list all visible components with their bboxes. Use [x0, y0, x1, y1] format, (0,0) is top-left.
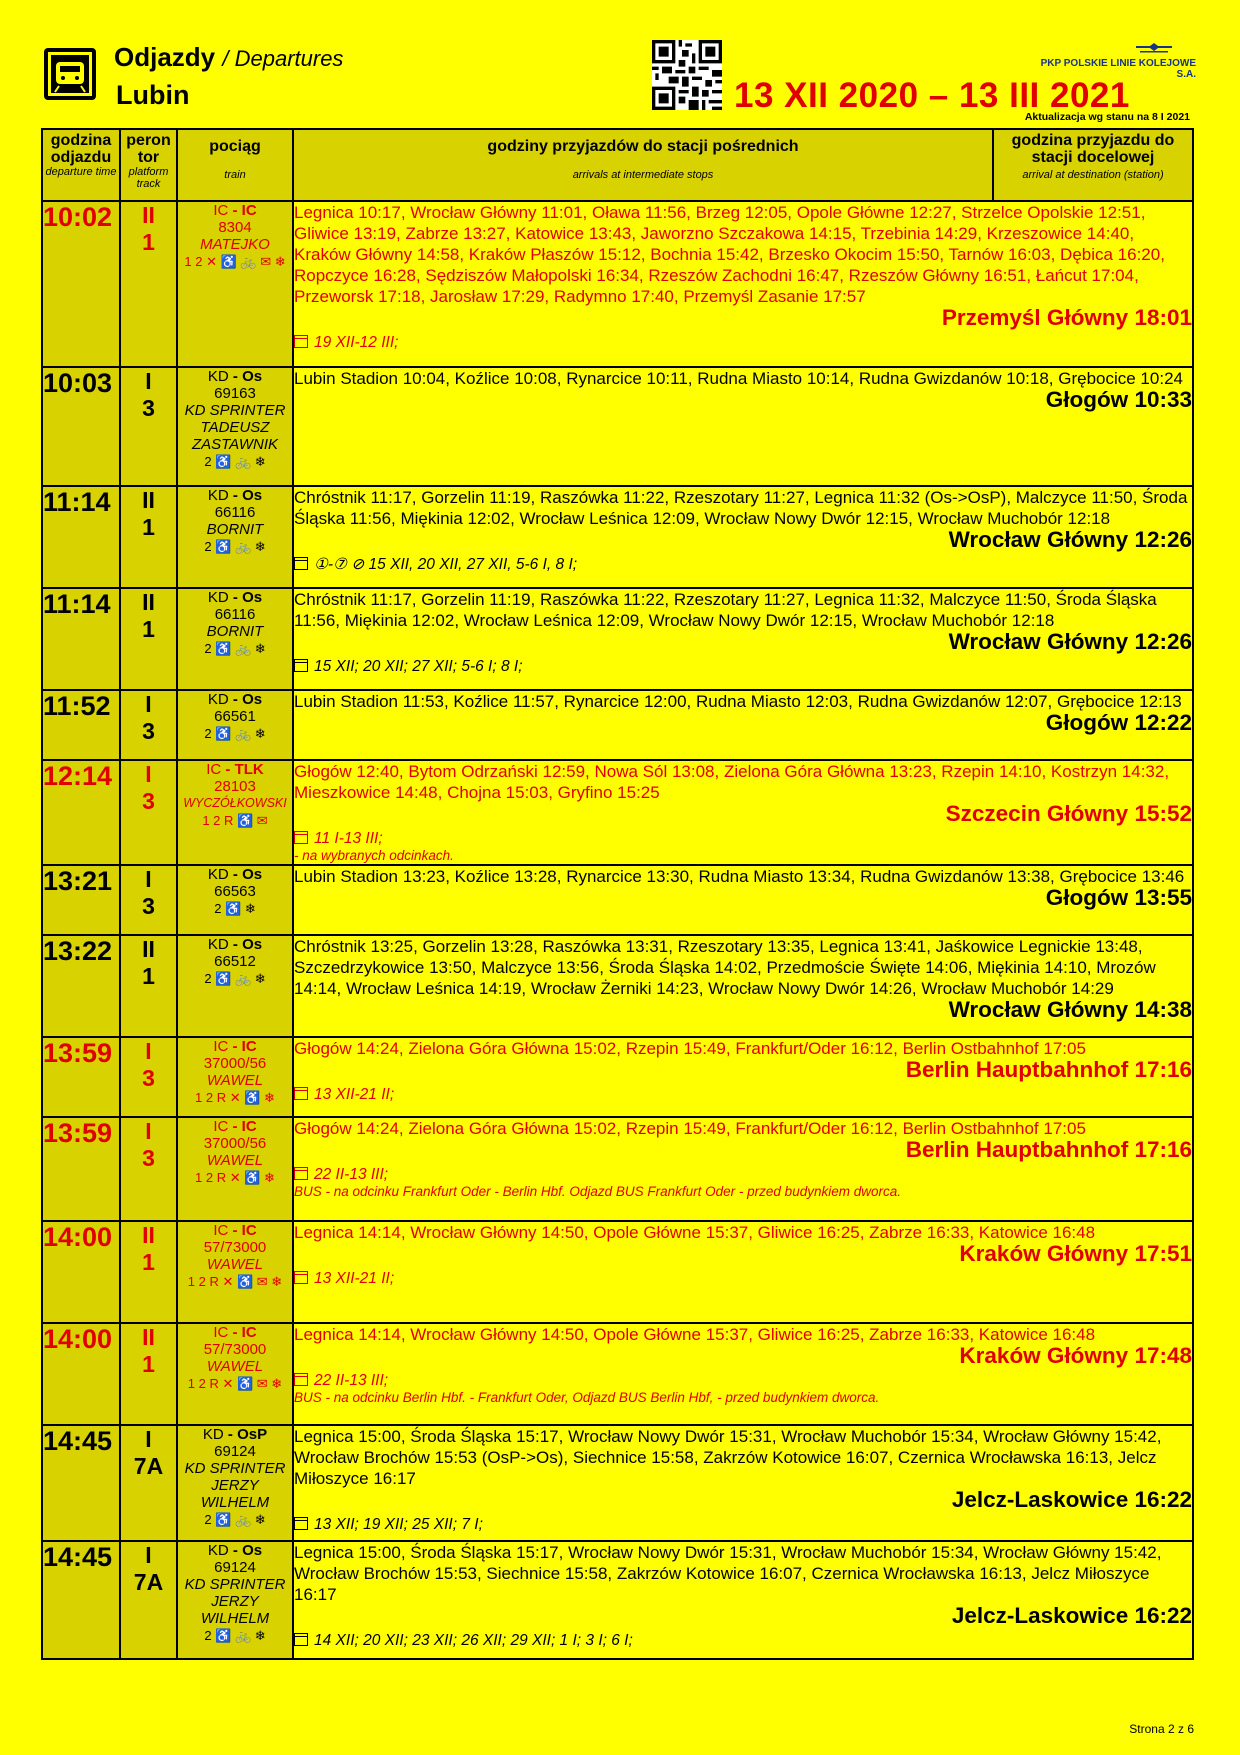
route-stops [293, 760, 1193, 865]
train-category: KD - Os [207, 691, 263, 708]
timetable [41, 128, 1194, 1660]
train-amenities-icons: 1 2 R ✕ ♿ ❄ [195, 1090, 275, 1105]
departure-time: 11:14 [42, 486, 120, 588]
platform-track [120, 690, 177, 760]
train-icon [44, 48, 96, 100]
platform-track [120, 1117, 177, 1221]
track: 3 [142, 893, 155, 919]
intermediate-stops: Chróstnik 13:25, Gorzelin 13:28, Raszówka 13:31, Rzeszotary 13:35, Legnica 13:41, Jaśkowice Legnickie 13:48, Szczedrzykowice 13:50, Malczyce 13:56, Środa Śląska 14:02, Przedmoście Święte 14:06, Miękinia 14:10, Mrozów 14:14, Wrocław Leśnica 14:19, Wrocław Żerniki 14:23, Wrocław Nowy Dwór 14:26, Wrocław Muchobór 14:29 [294, 937, 1156, 998]
train-name: WAWEL [206, 1358, 264, 1375]
route-stops [293, 367, 1193, 486]
destination-arrival: Głogów 13:55 [1045, 885, 1192, 910]
calendar-icon [294, 335, 308, 348]
train-info [177, 367, 293, 486]
calendar-note: 22 II-13 III; [294, 1371, 1192, 1390]
intermediate-stops: Głogów 14:24, Zielona Góra Główna 15:02, Rzepin 15:49, Frankfurt/Oder 16:12, Berlin Ostbahnhof 17:05 [294, 1119, 1086, 1138]
platform-track [120, 865, 177, 935]
intermediate-stops: Legnica 10:17, Wrocław Główny 11:01, Oława 11:56, Brzeg 12:05, Opole Główne 12:27, Strzelce Opolskie 12:51, Gliwice 13:19, Zabrze 13:27, Katowice 13:43, Jaworzno Szczakowa 14:15, Trzebinia 14:29, Krzeszowice 14:40, Kraków Główny 14:58, Kraków Płaszów 15:12, Bochnia 15:42, Brzesko Okocim 15:50, Tarnów 16:03, Dębica 16:20, Ropczyce 16:28, Sędziszów Małopolski 16:34, Rzeszów Zachodni 16:47, Rzeszów Główny 16:51, Łańcut 17:04, Przeworsk 17:18, Jarosław 17:29, Radymno 17:40, Przemyśl Zasanie 17:57 [294, 203, 1165, 306]
platform-track [120, 1425, 177, 1541]
train-info [177, 1541, 293, 1659]
intermediate-stops: Legnica 15:00, Środa Śląska 15:17, Wrocław Nowy Dwór 15:31, Wrocław Muchobór 15:34, Wrocław Główny 15:42, Wrocław Brochów 15:53 (OsP->Os), Siechnice 15:58, Zakrzów Kotowice 16:07, Czernica Wrocławska 16:13, Jelcz Miłoszyce 16:17 [294, 1427, 1162, 1488]
platform: II [142, 1222, 155, 1248]
train-number: 66116 [214, 606, 256, 623]
route-stops [293, 865, 1193, 935]
table-header-row [42, 129, 1193, 201]
platform-track [120, 935, 177, 1037]
departure-row [42, 760, 1193, 865]
train-name: BORNIT [206, 521, 264, 538]
train-category: KD - Os [207, 589, 263, 606]
train-info [177, 486, 293, 588]
calendar-icon [294, 659, 308, 672]
calendar-note: 11 I-13 III; [294, 829, 1192, 848]
validity-period: 13 XII 2020 – 13 III 2021 [734, 76, 1130, 115]
intermediate-stops: Chróstnik 11:17, Gorzelin 11:19, Raszówka 11:22, Rzeszotary 11:27, Legnica 11:32, Malczyce 11:50, Środa Śląska 11:56, Miękinia 12:02, Wrocław Leśnica 12:09, Wrocław Nowy Dwór 12:15, Wrocław Muchobór 12:18 [294, 590, 1157, 630]
destination-arrival: Szczecin Główny 15:52 [945, 801, 1192, 826]
departure-time: 13:59 [42, 1117, 120, 1221]
departure-row [42, 1117, 1193, 1221]
train-category: KD - Os [207, 1542, 263, 1559]
train-category: KD - OsP [202, 1426, 268, 1443]
train-number: 37000/56 [203, 1135, 267, 1152]
train-number: 57/73000 [203, 1239, 267, 1256]
train-info [177, 201, 293, 367]
platform-track [120, 760, 177, 865]
route-stops [293, 588, 1193, 690]
destination-arrival: Jelcz-Laskowice 16:22 [951, 1487, 1192, 1512]
train-name: KD SPRINTER TADEUSZ ZASTAWNIK [184, 402, 286, 453]
train-name: BORNIT [206, 623, 264, 640]
intermediate-stops: Legnica 14:14, Wrocław Główny 14:50, Opole Główne 15:37, Gliwice 16:25, Zabrze 16:33, Katowice 16:48 [294, 1223, 1096, 1242]
train-number: 28103 [214, 778, 256, 795]
route-stops [293, 1541, 1193, 1659]
update-note: Aktualizacja wg stanu na 8 I 2021 [1024, 111, 1190, 123]
destination-arrival: Berlin Hauptbahnhof 17:16 [905, 1137, 1192, 1162]
platform-track [120, 588, 177, 690]
operator-name: PKP POLSKIE LINIE KOLEJOWE S.A. [1040, 58, 1196, 80]
departure-row [42, 935, 1193, 1037]
destination-arrival: Berlin Hauptbahnhof 17:16 [905, 1057, 1192, 1082]
departure-row [42, 1037, 1193, 1117]
departure-time: 14:00 [42, 1221, 120, 1323]
destination-arrival: Kraków Główny 17:48 [959, 1343, 1192, 1368]
track: 1 [142, 616, 155, 642]
departure-time: 14:00 [42, 1323, 120, 1425]
departure-row [42, 367, 1193, 486]
train-category: IC - IC [213, 1038, 257, 1055]
departure-row [42, 486, 1193, 588]
train-category: KD - Os [207, 368, 263, 385]
platform-track [120, 1541, 177, 1659]
calendar-icon [294, 557, 308, 570]
platform-track [120, 1037, 177, 1117]
calendar-icon [294, 1271, 308, 1284]
intermediate-stops: Lubin Stadion 10:04, Koźlice 10:08, Rynarcice 10:11, Rudna Miasto 10:14, Rudna Gwizdanów 10:18, Grębocice 10:24 [294, 369, 1183, 388]
destination-arrival: Głogów 10:33 [1045, 387, 1192, 412]
route-stops [293, 1323, 1193, 1425]
train-name: KD SPRINTER JERZY WILHELM [184, 1576, 286, 1627]
calendar-note: 22 II-13 III; [294, 1165, 1192, 1184]
calendar-icon [294, 1167, 308, 1180]
service-note: BUS - na odcinku Berlin Hbf. - Frankfurt Oder, Odjazd BUS Berlin Hbf, - przed budynkiem dworca. [294, 1390, 880, 1405]
train-amenities-icons: 2 ♿ 🚲 ❄ [204, 971, 266, 986]
pkp-wings-icon [1134, 42, 1174, 56]
route-stops [293, 486, 1193, 588]
intermediate-stops: Lubin Stadion 11:53, Koźlice 11:57, Rynarcice 12:00, Rudna Miasto 12:03, Rudna Gwizdanów 12:07, Grębocice 12:13 [294, 692, 1182, 711]
track: 1 [142, 1249, 155, 1275]
track: 3 [142, 718, 155, 744]
platform: I [145, 1426, 152, 1452]
col-stops: godziny przyjazdów do stacji pośrednich arrivals at intermediate stops [293, 129, 993, 201]
route-stops [293, 1037, 1193, 1117]
train-amenities-icons: 1 2 R ✕ ♿ ✉ ❄ [187, 1274, 283, 1289]
departure-time: 11:52 [42, 690, 120, 760]
train-name: KD SPRINTER JERZY WILHELM [184, 1460, 286, 1511]
train-info [177, 690, 293, 760]
train-category: KD - Os [207, 487, 263, 504]
calendar-icon [294, 831, 308, 844]
train-category: IC - IC [213, 1222, 257, 1239]
destination-arrival: Głogów 12:22 [1045, 710, 1192, 735]
departure-time: 13:59 [42, 1037, 120, 1117]
platform: I [145, 368, 152, 394]
platform: II [142, 936, 155, 962]
track: 1 [142, 1351, 155, 1377]
train-number: 57/73000 [203, 1341, 267, 1358]
platform-track [120, 1323, 177, 1425]
platform: II [142, 589, 155, 615]
train-category: KD - Os [207, 866, 263, 883]
calendar-note: ①-⑦ ⊘ 15 XII, 20 XII, 27 XII, 5-6 I, 8 I; [294, 555, 1192, 574]
train-number: 66563 [214, 883, 256, 900]
train-category: IC - TLK [206, 761, 264, 778]
train-number: 69124 [214, 1443, 256, 1460]
track: 3 [142, 788, 155, 814]
train-info [177, 1323, 293, 1425]
train-amenities-icons: 2 ♿ 🚲 ❄ [204, 641, 266, 656]
train-info [177, 935, 293, 1037]
departure-time: 13:21 [42, 865, 120, 935]
intermediate-stops: Głogów 14:24, Zielona Góra Główna 15:02, Rzepin 15:49, Frankfurt/Oder 16:12, Berlin Ostbahnhof 17:05 [294, 1039, 1086, 1058]
departure-row [42, 1541, 1193, 1659]
departure-row [42, 1323, 1193, 1425]
train-number: 8304 [218, 219, 252, 236]
train-info [177, 588, 293, 690]
train-info [177, 1221, 293, 1323]
train-name: WYCZÓŁKOWSKI [183, 796, 287, 810]
departure-time: 10:02 [42, 201, 120, 367]
track: 3 [142, 1065, 155, 1091]
train-info [177, 1425, 293, 1541]
train-amenities-icons: 1 2 R ✕ ♿ ✉ ❄ [187, 1376, 283, 1391]
track: 7A [133, 1453, 164, 1479]
calendar-icon [294, 1087, 308, 1100]
train-amenities-icons: 2 ♿ 🚲 ❄ [204, 726, 266, 741]
intermediate-stops: Głogów 12:40, Bytom Odrzański 12:59, Nowa Sól 13:08, Zielona Góra Główna 13:23, Rzepin 14:10, Kostrzyn 14:32, Mieszkowice 14:48, Chojna 15:03, Gryfino 15:25 [294, 762, 1170, 802]
train-info [177, 1037, 293, 1117]
route-stops [293, 690, 1193, 760]
departure-time: 13:22 [42, 935, 120, 1037]
platform-track [120, 367, 177, 486]
destination-arrival: Wrocław Główny 14:38 [948, 997, 1192, 1022]
train-name: WAWEL [206, 1072, 264, 1089]
train-amenities-icons: 1 2 R ♿ ✉ [202, 813, 268, 828]
train-number: 66512 [214, 953, 256, 970]
service-note: BUS - na odcinku Frankfurt Oder - Berlin Hbf. Odjazd BUS Frankfurt Oder - przed budynkiem dworca. [294, 1184, 901, 1199]
intermediate-stops: Legnica 14:14, Wrocław Główny 14:50, Opole Główne 15:37, Gliwice 16:25, Zabrze 16:33, Katowice 16:48 [294, 1325, 1096, 1344]
calendar-note: 19 XII-12 III; [294, 333, 1192, 352]
train-category: IC - IC [213, 1118, 257, 1135]
destination-arrival: Wrocław Główny 12:26 [948, 629, 1192, 654]
route-stops [293, 201, 1193, 367]
page-number: Strona 2 z 6 [1129, 1722, 1194, 1736]
destination-arrival: Wrocław Główny 12:26 [948, 527, 1192, 552]
station-name: Lubin [116, 80, 190, 110]
train-info [177, 760, 293, 865]
page-header [0, 0, 1240, 130]
calendar-icon [294, 1373, 308, 1386]
track: 7A [133, 1569, 164, 1595]
departure-row [42, 201, 1193, 367]
route-stops [293, 935, 1193, 1037]
train-number: 66561 [214, 708, 256, 725]
calendar-note: 14 XII; 20 XII; 23 XII; 26 XII; 29 XII; 1 I; 3 I; 6 I; [294, 1631, 1192, 1650]
train-name: WAWEL [206, 1152, 264, 1169]
route-stops [293, 1425, 1193, 1541]
calendar-note: 13 XII-21 II; [294, 1085, 1192, 1104]
train-amenities-icons: 2 ♿ 🚲 ❄ [204, 1512, 266, 1527]
platform: I [145, 691, 152, 717]
departure-row [42, 588, 1193, 690]
platform: I [145, 761, 152, 787]
train-name: MATEJKO [200, 236, 270, 253]
platform: I [145, 1542, 152, 1568]
train-info [177, 1117, 293, 1221]
destination-arrival: Przemyśl Główny 18:01 [941, 305, 1192, 330]
qr-code-icon [652, 40, 722, 110]
platform: I [145, 1118, 152, 1144]
train-amenities-icons: 2 ♿ 🚲 ❄ [204, 1628, 266, 1643]
train-category: IC - IC [213, 1324, 257, 1341]
train-amenities-icons: 2 ♿ ❄ [214, 901, 256, 916]
track: 1 [142, 963, 155, 989]
route-stops [293, 1221, 1193, 1323]
track: 1 [142, 229, 155, 255]
platform: II [142, 202, 155, 228]
train-number: 69124 [214, 1559, 256, 1576]
intermediate-stops: Lubin Stadion 13:23, Koźlice 13:28, Rynarcice 13:30, Rudna Miasto 13:34, Rudna Gwizdanów 13:38, Grębocice 13:46 [294, 867, 1185, 886]
departure-time: 12:14 [42, 760, 120, 865]
platform: I [145, 866, 152, 892]
intermediate-stops: Chróstnik 11:17, Gorzelin 11:19, Raszówka 11:22, Rzeszotary 11:27, Legnica 11:32 (Os->OsP), Malczyce 11:50, Środa Śląska 11:56, Miękinia 12:02, Wrocław Leśnica 12:09, Wrocław Nowy Dwór 12:15, Wrocław Muchobór 12:18 [294, 488, 1188, 528]
calendar-note: 15 XII; 20 XII; 27 XII; 5-6 I; 8 I; [294, 657, 1192, 676]
calendar-icon [294, 1633, 308, 1646]
departure-time: 11:14 [42, 588, 120, 690]
page-title [114, 42, 343, 73]
departure-row [42, 1425, 1193, 1541]
col-time: godzina odjazdu departure time [42, 129, 120, 201]
intermediate-stops: Legnica 15:00, Środa Śląska 15:17, Wrocław Nowy Dwór 15:31, Wrocław Muchobór 15:34, Wrocław Główny 15:42, Wrocław Brochów 15:53, Siechnice 15:58, Zakrzów Kotowice 16:07, Czernica Wrocławska 16:13, Jelcz Miłoszyce 16:17 [294, 1543, 1162, 1604]
train-amenities-icons: 2 ♿ 🚲 ❄ [204, 454, 266, 469]
calendar-note: 13 XII-21 II; [294, 1269, 1192, 1288]
col-train: pociąg train [177, 129, 293, 201]
platform: I [145, 1038, 152, 1064]
platform-track [120, 201, 177, 367]
calendar-note: 13 XII; 19 XII; 25 XII; 7 I; [294, 1515, 1192, 1534]
track: 1 [142, 514, 155, 540]
train-category: IC - IC [213, 202, 257, 219]
calendar-icon [294, 1517, 308, 1530]
platform-track [120, 486, 177, 588]
train-info [177, 865, 293, 935]
col-platform: peron tor platform track [120, 129, 177, 201]
platform: II [142, 487, 155, 513]
col-dest: godzina przyjazdu do stacji docelowej arrival at destination (station) [993, 129, 1193, 201]
departure-row [42, 1221, 1193, 1323]
departure-time: 14:45 [42, 1425, 120, 1541]
departure-time: 10:03 [42, 367, 120, 486]
train-number: 69163 [214, 385, 256, 402]
title-pl: Odjazdy [114, 42, 216, 72]
track: 3 [142, 395, 155, 421]
train-amenities-icons: 1 2 ✕ ♿ 🚲 ✉ ❄ [184, 254, 286, 269]
destination-arrival: Jelcz-Laskowice 16:22 [951, 1603, 1192, 1628]
operator-logo [1036, 42, 1196, 80]
platform: II [142, 1324, 155, 1350]
train-number: 66116 [214, 504, 256, 521]
track: 3 [142, 1145, 155, 1171]
departure-row [42, 690, 1193, 760]
platform-track [120, 1221, 177, 1323]
train-amenities-icons: 2 ♿ 🚲 ❄ [204, 539, 266, 554]
train-category: KD - Os [207, 936, 263, 953]
train-name: WAWEL [206, 1256, 264, 1273]
train-amenities-icons: 1 2 R ✕ ♿ ❄ [195, 1170, 275, 1185]
train-number: 37000/56 [203, 1055, 267, 1072]
route-stops [293, 1117, 1193, 1221]
title-en: / Departures [222, 46, 344, 71]
destination-arrival: Kraków Główny 17:51 [959, 1241, 1192, 1266]
departure-time: 14:45 [42, 1541, 120, 1659]
service-note: - na wybranych odcinkach. [294, 848, 454, 863]
departure-row [42, 865, 1193, 935]
